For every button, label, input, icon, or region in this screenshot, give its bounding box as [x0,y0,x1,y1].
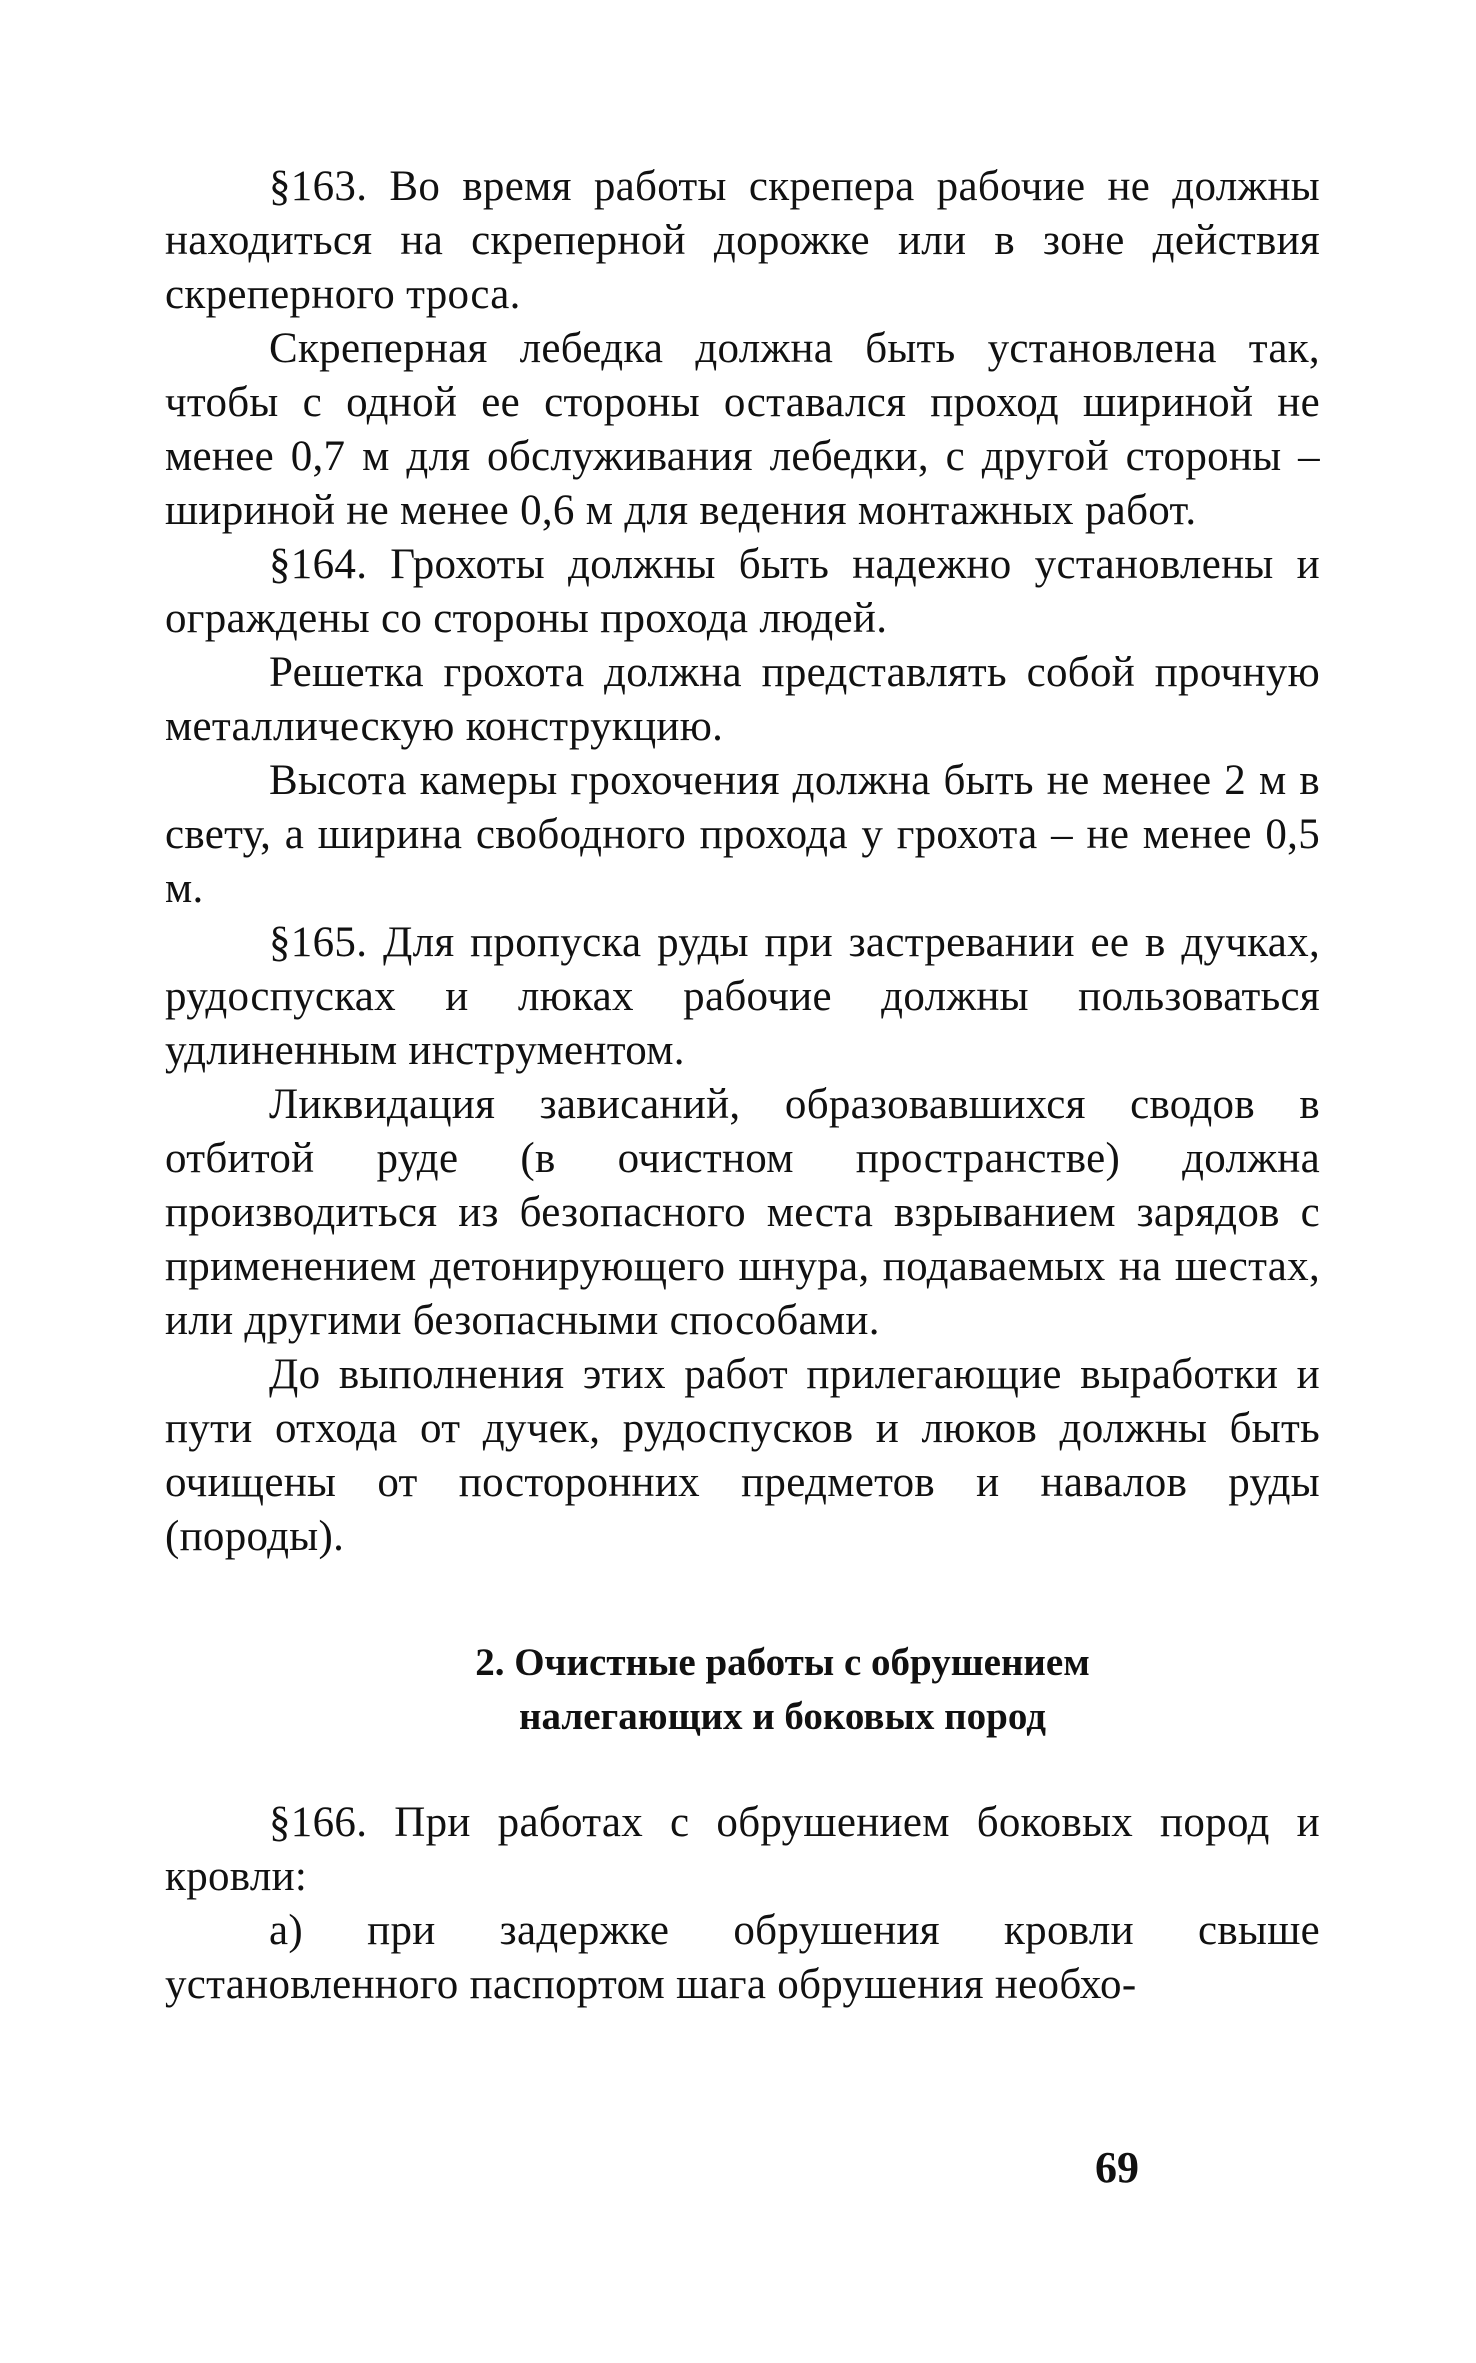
paragraph-166: §166. При работах с обрушением боковых пород и кровли: [165,1799,1320,1900]
paragraph-166-item-a: а) при задержке обрушения кровли свыше установленного паспортом шага обрушения необхо- [165,1907,1320,2008]
paragraph-hang-up-removal: Ликвидация зависаний, образовавшихся сводов в отбитой руде (в очистном пространстве) должна производиться из безопасного места взрыванием зарядов с применением детонирующего шнура, подаваемых на шестах, или другими безопасными способами. [165,1081,1320,1344]
document-page [165,160,1320,2300]
paragraph-screen-grate: Решетка грохота должна представлять собой прочную металлическую конструкцию. [165,649,1320,750]
paragraph-163: §163. Во время работы скрепера рабочие не должны находиться на скреперной дорожке или в зоне действия скреперного троса. [165,163,1320,318]
paragraph-chamber-height: Высота камеры грохочения должна быть не менее 2 м в свету, а ширина свободного прохода у грохота – не менее 0,5 м. [165,757,1320,912]
paragraph-164: §164. Грохоты должны быть надежно установлены и ограждены со стороны прохода людей. [165,541,1320,642]
paragraph-cleanup: До выполнения этих работ прилегающие выработки и пути отхода от дучек, рудоспусков и люков должны быть очищены от посторонних предметов и навалов руды (породы). [165,1351,1320,1560]
section-heading [165,1636,1320,1744]
paragraph-165: §165. Для пропуска руды при застревании ее в дучках, рудоспусках и люках рабочие должны пользоваться удлиненным инструментом. [165,919,1320,1074]
section-heading-line-2: налегающих и боковых пород [519,1695,1046,1738]
page-number: 69 [1095,2143,1139,2192]
section-heading-line-1: 2. Очистные работы с обрушением [475,1641,1090,1684]
paragraph-winch: Скреперная лебедка должна быть установлена так, чтобы с одной ее стороны оставался проход шириной не менее 0,7 м для обслуживания лебедки, с другой стороны – шириной не менее 0,6 м для ведения монтажных работ. [165,325,1320,534]
